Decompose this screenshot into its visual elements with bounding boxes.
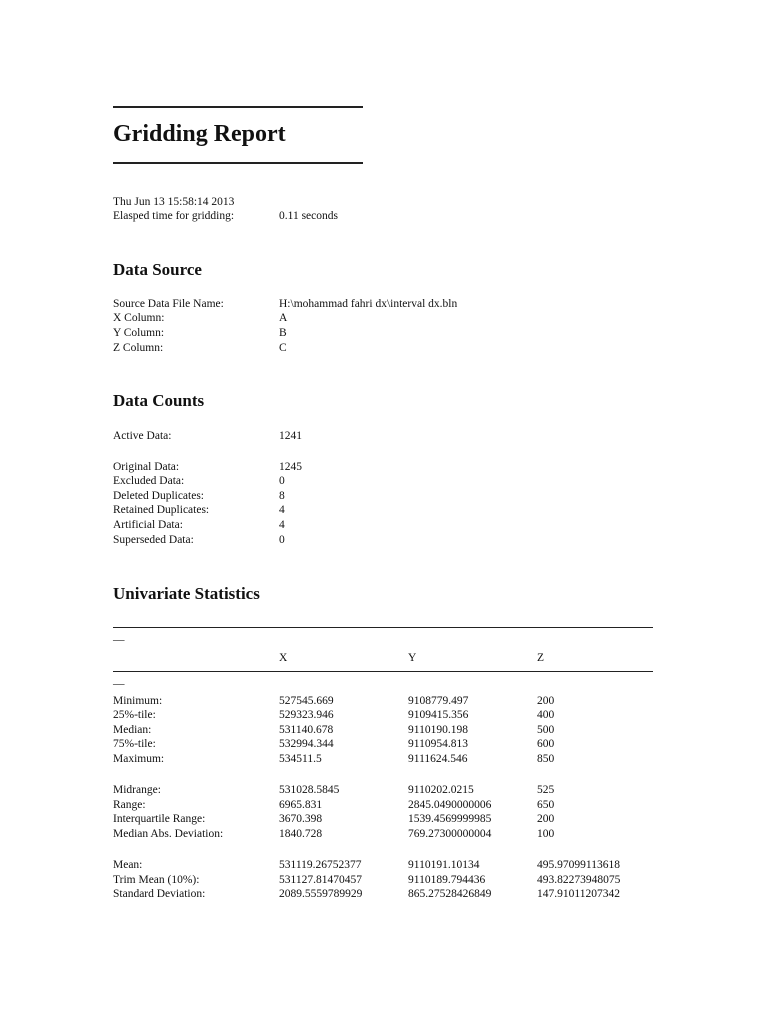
row-label: Y Column: (113, 327, 165, 339)
stat-z: 600 (537, 738, 555, 750)
stat-y: 9110191.10134 (408, 859, 480, 871)
rule-dash: — (113, 678, 125, 690)
stat-label: Trim Mean (10%): (113, 874, 200, 886)
stat-x: 531140.678 (279, 724, 334, 736)
stat-label: Minimum: (113, 695, 163, 707)
stat-y: 9110189.794436 (408, 874, 486, 886)
row-value: B (279, 327, 287, 339)
row-value: 1241 (279, 430, 302, 442)
row-label: Artificial Data: (113, 519, 183, 531)
column-header-x: X (279, 652, 288, 664)
stat-z: 493.82273948075 (537, 874, 621, 886)
stat-z: 400 (537, 709, 555, 721)
stat-x: 531127.81470457 (279, 874, 362, 886)
stat-y: 9110190.198 (408, 724, 468, 736)
stat-z: 200 (537, 813, 555, 825)
row-value: 4 (279, 504, 285, 516)
row-label: Original Data: (113, 461, 180, 473)
header-bottom-rule (113, 671, 653, 672)
row-label: X Column: (113, 312, 165, 324)
column-header-y: Y (408, 652, 417, 664)
title-bottom-rule (113, 162, 363, 164)
report-title: Gridding Report (113, 121, 286, 147)
table-top-rule (113, 627, 653, 628)
univariate-heading: Univariate Statistics (113, 584, 260, 603)
stat-label: Maximum: (113, 753, 165, 765)
data-counts-heading: Data Counts (113, 391, 205, 410)
stat-x: 532994.344 (279, 738, 334, 750)
row-value: 1245 (279, 461, 302, 473)
row-value: A (279, 312, 288, 324)
stat-y: 9111624.546 (408, 753, 468, 765)
stat-label: Midrange: (113, 784, 161, 796)
stat-label: Median Abs. Deviation: (113, 828, 224, 840)
stat-y: 9109415.356 (408, 709, 469, 721)
stat-x: 6965.831 (279, 799, 323, 811)
column-header-z: Z (537, 652, 545, 664)
row-value: H:\mohammad fahri dx\interval dx.bln (279, 298, 458, 310)
stat-z: 200 (537, 695, 555, 707)
elapsed-value: 0.11 seconds (279, 210, 338, 222)
stat-z: 147.91011207342 (537, 888, 620, 900)
stat-x: 531119.26752377 (279, 859, 362, 871)
stat-x: 529323.946 (279, 709, 334, 721)
stat-z: 525 (537, 784, 555, 796)
report-timestamp: Thu Jun 13 15:58:14 2013 (113, 196, 235, 208)
row-value: 0 (279, 534, 285, 546)
row-label: Source Data File Name: (113, 298, 224, 310)
data-source-heading: Data Source (113, 260, 202, 279)
stat-z: 500 (537, 724, 555, 736)
elapsed-label: Elasped time for gridding: (113, 210, 235, 222)
stat-y: 9108779.497 (408, 695, 469, 707)
stat-z: 650 (537, 799, 555, 811)
stat-x: 1840.728 (279, 828, 323, 840)
stat-z: 495.97099113618 (537, 859, 620, 871)
stat-label: Range: (113, 799, 146, 811)
stat-y: 9110954.813 (408, 738, 468, 750)
stat-y: 2845.0490000006 (408, 799, 492, 811)
row-value: 4 (279, 519, 285, 531)
stat-label: Interquartile Range: (113, 813, 206, 825)
title-top-rule (113, 106, 363, 108)
stat-z: 850 (537, 753, 555, 765)
row-label: Superseded Data: (113, 534, 194, 546)
row-label: Deleted Duplicates: (113, 490, 205, 502)
row-label: Active Data: (113, 430, 172, 442)
stat-y: 1539.4569999985 (408, 813, 492, 825)
stat-y: 9110202.0215 (408, 784, 474, 796)
stat-label: Standard Deviation: (113, 888, 206, 900)
stat-label: Mean: (113, 859, 143, 871)
stat-x: 2089.5559789929 (279, 888, 363, 900)
stat-label: Median: (113, 724, 152, 736)
row-label: Retained Duplicates: (113, 504, 210, 516)
stat-x: 534511.5 (279, 753, 322, 765)
stat-x: 3670.398 (279, 813, 323, 825)
stat-x: 531028.5845 (279, 784, 340, 796)
row-label: Excluded Data: (113, 475, 185, 487)
stat-label: 75%-tile: (113, 738, 156, 750)
row-label: Z Column: (113, 342, 164, 354)
row-value: 8 (279, 490, 285, 502)
row-value: C (279, 342, 287, 354)
stat-y: 865.27528426849 (408, 888, 492, 900)
stat-label: 25%-tile: (113, 709, 156, 721)
stat-z: 100 (537, 828, 555, 840)
row-value: 0 (279, 475, 285, 487)
rule-dash: — (113, 634, 125, 646)
stat-y: 769.27300000004 (408, 828, 492, 840)
stat-x: 527545.669 (279, 695, 334, 707)
